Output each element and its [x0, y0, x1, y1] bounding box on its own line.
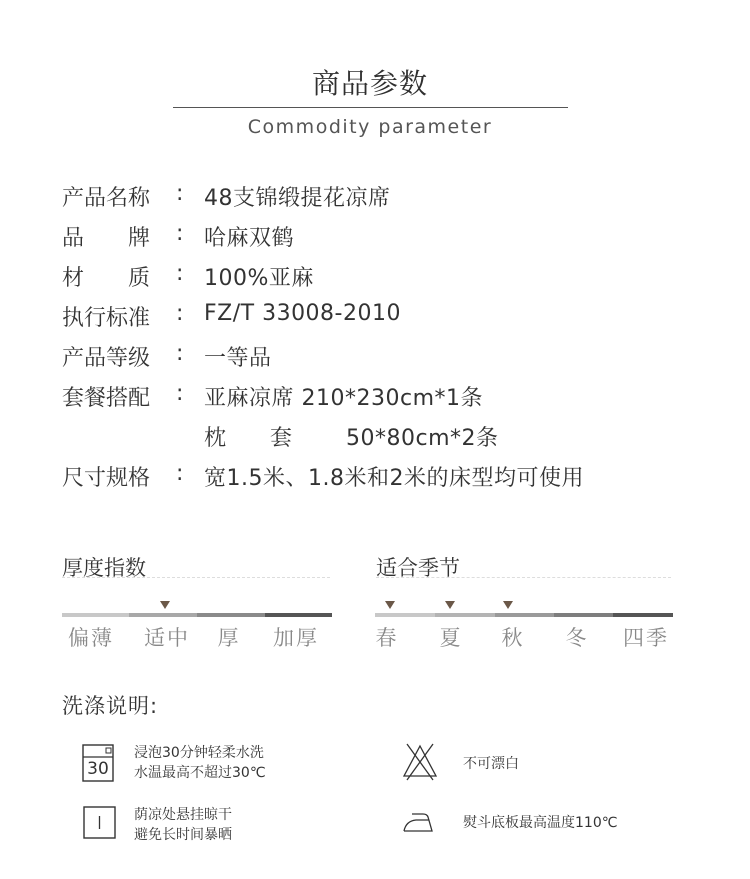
- line-dry-shade-icon: [83, 806, 116, 839]
- thickness-bar-4: [265, 613, 332, 617]
- param-label: 产品等级: [62, 346, 151, 371]
- thickness-title: 厚度指数: [62, 556, 146, 580]
- season-marker-spring: [385, 601, 395, 609]
- season-label-4: 冬: [565, 626, 589, 650]
- season-marker-autumn: [503, 601, 513, 609]
- wash-line: 荫凉处悬挂晾干: [134, 807, 232, 823]
- thickness-label-2: 适中: [144, 626, 190, 650]
- wash-line: 避免长时间暴晒: [134, 827, 232, 843]
- param-label: 品 牌: [62, 226, 151, 251]
- param-value: 亚麻凉席 210*230cm*1条: [204, 386, 483, 411]
- thickness-label-4: 加厚: [273, 626, 319, 650]
- season-title: 适合季节: [376, 556, 460, 580]
- wash-30-icon: [82, 744, 114, 782]
- title-divider: [173, 107, 568, 108]
- param-label: 执行标准: [62, 306, 151, 331]
- season-bar-3: [495, 613, 554, 617]
- wash-line: 浸泡30分钟轻柔水洗: [134, 745, 264, 761]
- thickness-bar-3: [197, 613, 265, 617]
- season-label-3: 秋: [501, 626, 525, 650]
- thickness-bar-2: [129, 613, 197, 617]
- thickness-bar-1: [62, 613, 129, 617]
- wash-line: 水温最高不超过30℃: [134, 765, 266, 781]
- param-colon: :: [176, 181, 184, 206]
- season-bar-4: [554, 613, 613, 617]
- param-label: 套餐搭配: [62, 386, 151, 411]
- page-title: 商品参数: [311, 67, 428, 100]
- thickness-divider: [62, 577, 330, 578]
- param-label: 尺寸规格: [62, 466, 151, 491]
- season-label-5: 四季: [623, 626, 669, 650]
- no-bleach-icon: [401, 742, 439, 782]
- thickness-marker: [160, 601, 170, 609]
- wash-line: 不可漂白: [463, 756, 519, 772]
- param-value: FZ/T 33008-2010: [204, 301, 401, 326]
- iron-110-icon: [401, 810, 435, 834]
- param-value: 一等品: [204, 346, 272, 371]
- param-colon: :: [176, 221, 184, 246]
- season-marker-summer: [445, 601, 455, 609]
- wash-text-3: [134, 805, 232, 845]
- param-value: 哈麻双鹤: [204, 226, 295, 251]
- pillow-size: 50*80cm*2条: [346, 426, 499, 451]
- season-label-1: 春: [375, 626, 399, 650]
- param-colon: :: [176, 301, 184, 326]
- wash-line: 熨斗底板最高温度110℃: [463, 815, 618, 831]
- pillow-label: 枕 套: [204, 426, 293, 451]
- season-label-2: 夏: [439, 626, 463, 650]
- thickness-label-3: 厚: [217, 626, 241, 650]
- param-label: 材 质: [62, 266, 151, 291]
- param-value: 宽1.5米、1.8米和2米的床型均可使用: [204, 466, 584, 491]
- param-value: [204, 421, 499, 452]
- param-colon: :: [176, 341, 184, 366]
- season-divider: [376, 577, 671, 578]
- thickness-label-1: 偏薄: [68, 626, 114, 650]
- season-bar-1: [375, 613, 435, 617]
- param-colon: :: [176, 261, 184, 286]
- wash-text-1: [134, 743, 266, 783]
- washing-title: 洗涤说明:: [62, 694, 159, 718]
- param-colon: :: [176, 461, 184, 486]
- wash-text-2: [463, 754, 519, 774]
- season-bar-2: [435, 613, 495, 617]
- page-subtitle: Commodity parameter: [247, 116, 493, 138]
- wash-temp-label: 30: [87, 759, 109, 779]
- param-value: 100%亚麻: [204, 266, 314, 291]
- wash-text-4: [463, 813, 617, 833]
- param-label: 产品名称: [62, 186, 151, 211]
- param-value: 48支锦缎提花凉席: [204, 186, 391, 211]
- season-bar-5: [613, 613, 673, 617]
- param-colon: :: [176, 381, 184, 406]
